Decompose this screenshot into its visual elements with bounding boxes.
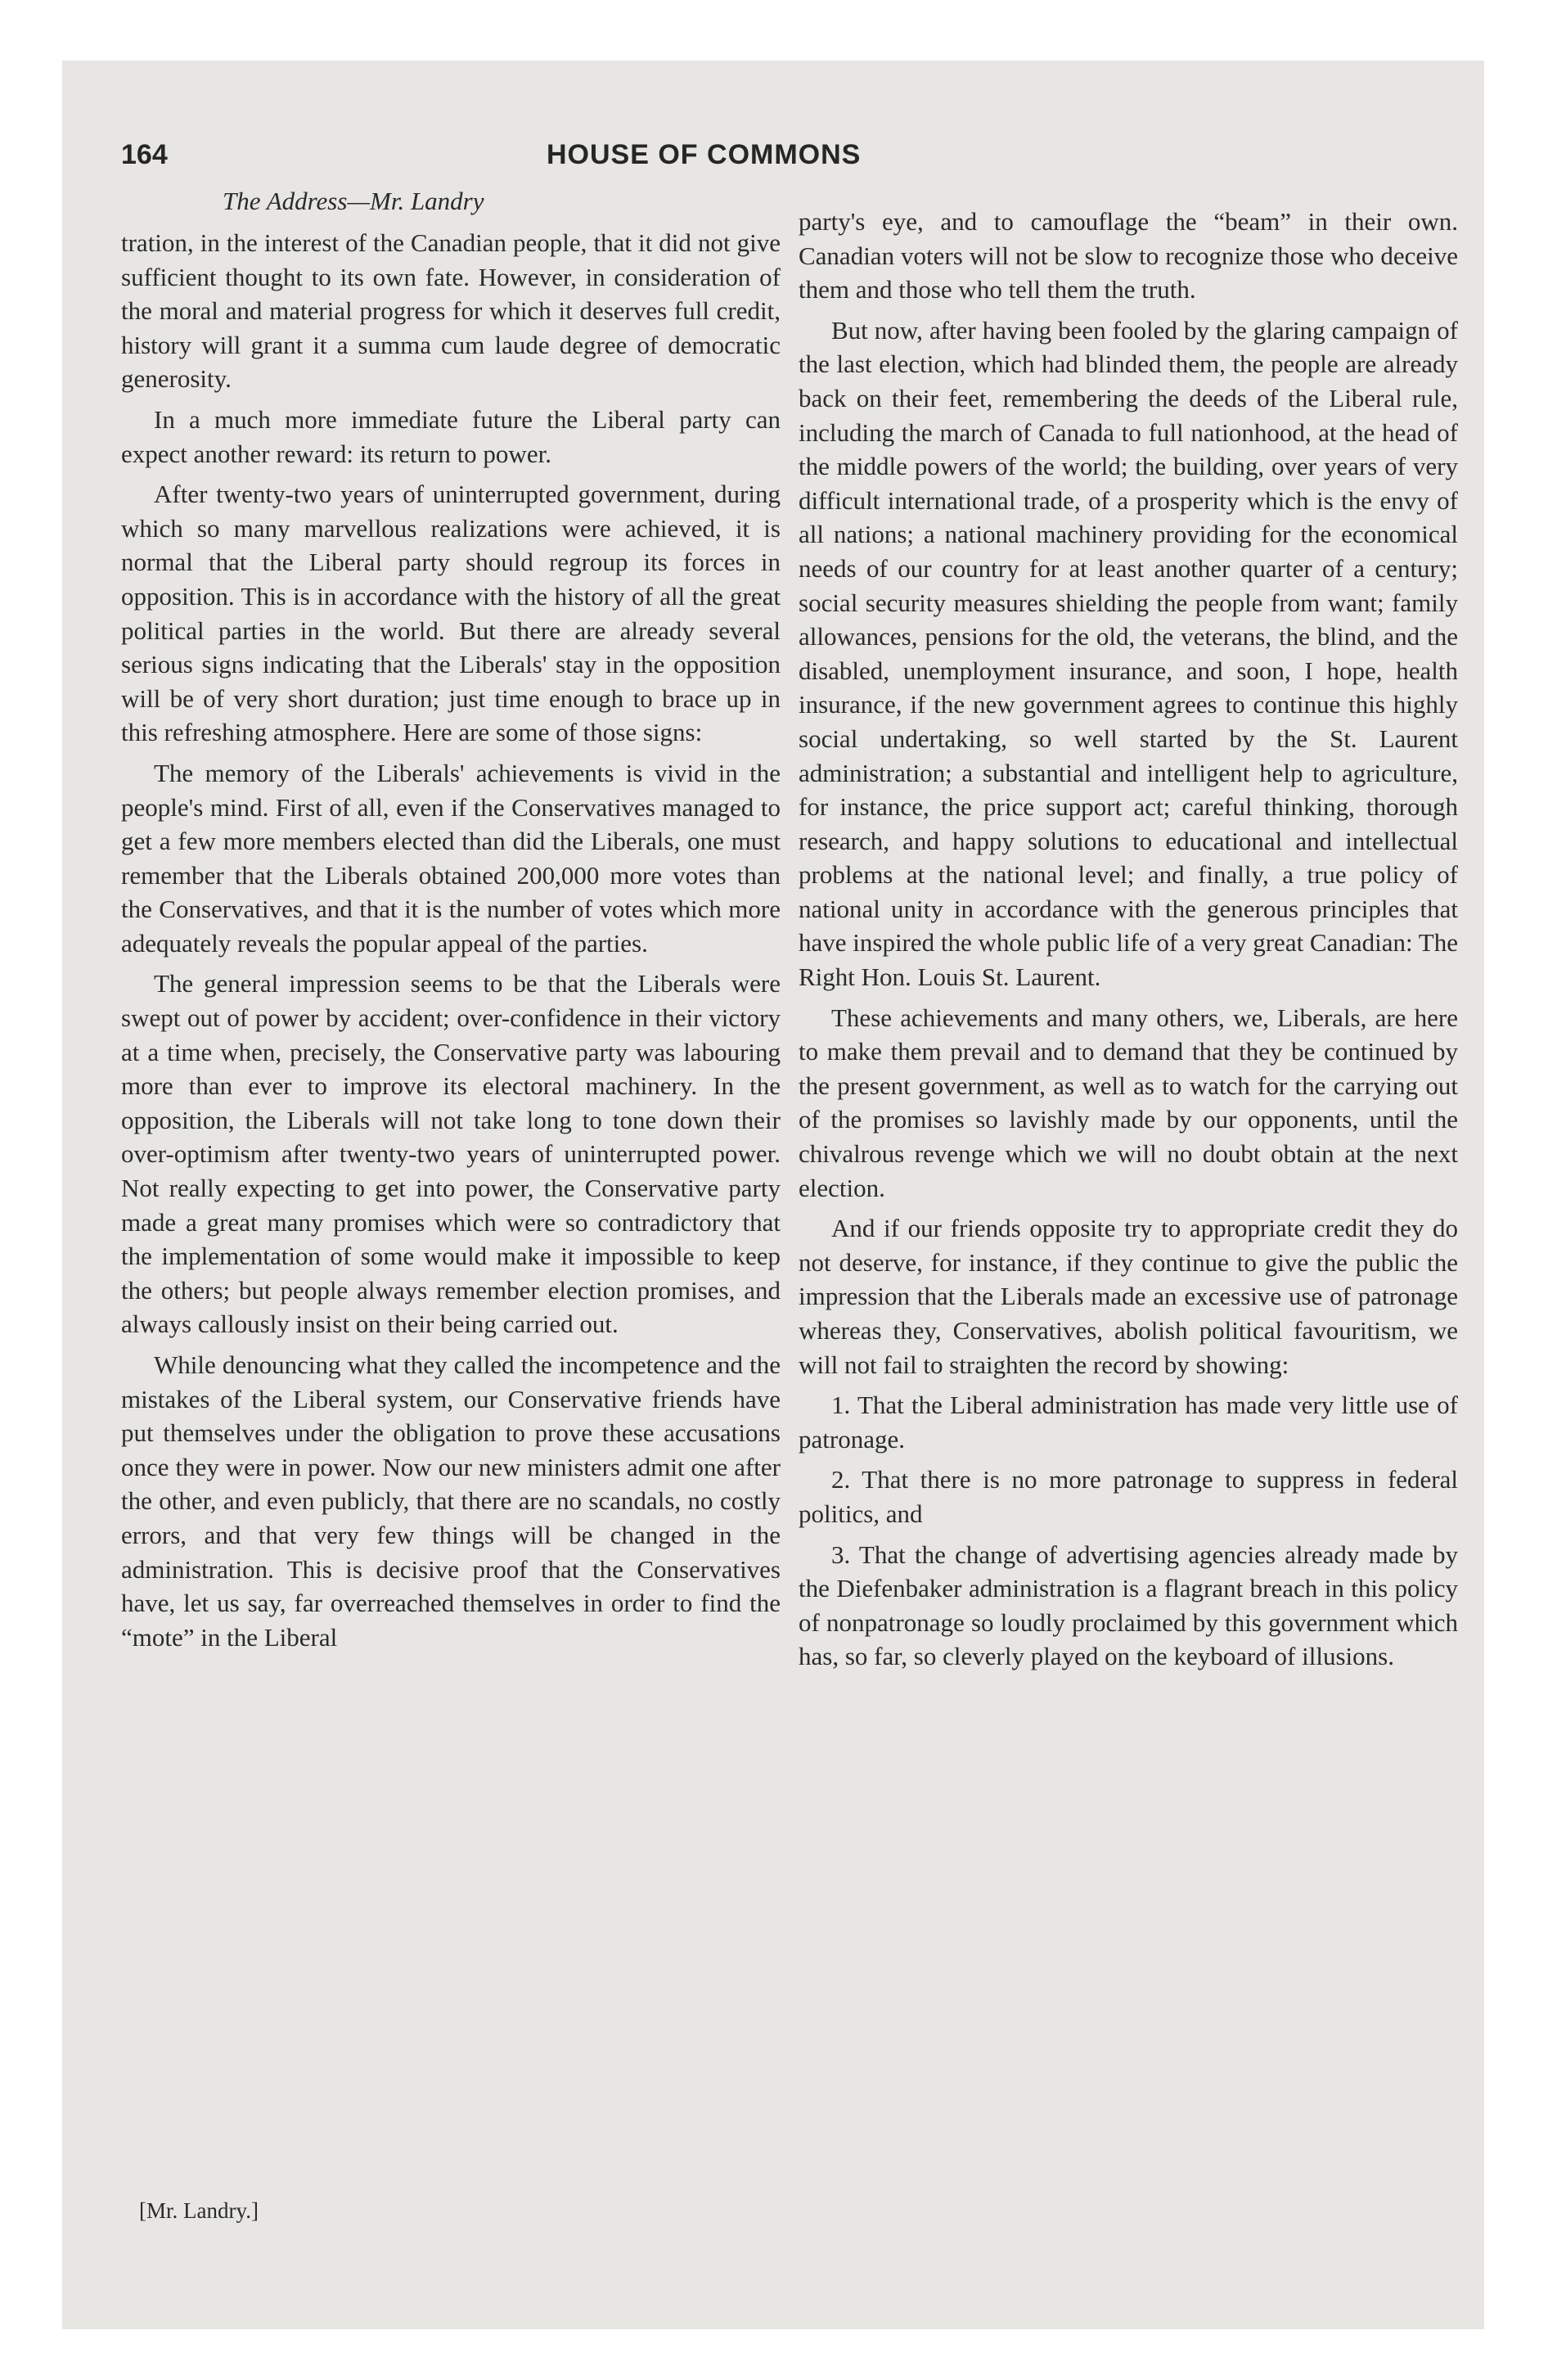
paragraph: While denouncing what they called the incompetence and the mistakes of the Liberal system, our Conservative friends have put themselves under the obligation to prove these accusations once they were in power. Now our new ministers admit one after the other, and even publicly, that there are no scandals, no costly errors, and that very few things will be changed in the administration. This is decisive proof that the Conservatives have, let us say, far overreached themselves in order to find the “mote” in the Liberal [121, 1350, 781, 1652]
running-head: HOUSE OF COMMONS [547, 139, 862, 170]
paragraph: But now, after having been fooled by the glaring campaign of the last election, which had blinded them, the people are already back on their feet, remembering the deeds of the Liberal rule, including the march of Canada to full nationhood, at the head of the middle powers of the world; the building, over years of very difficult international trade, of a prosperity which is the envy of all nations; a national machinery providing for the economical needs of our country for at least another quarter of a century; social security measures shielding the people from want; family allowances, pensions for the old, the veterans, the blind, and the disabled, unemployment insurance, and soon, I hope, health insurance, if the new government agrees to continue this highly social undertaking, so well started by the St. Laurent administration; a substantial and intelligent help to agriculture, for instance, the price support act; careful thinking, thorough research, and happy solutions to educational and intellectual problems at the national level; and finally, a true policy of national unity in accordance with the generous principles that have inspired the whole public life of a very great Canadian: The Right Hon. Louis St. Laurent. [799, 315, 1458, 992]
list-item: 1. That the Liberal administration has made very little use of patronage. [799, 1391, 1458, 1454]
list-item: 3. That the change of advertising agencies already made by the Diefenbaker administration is a flagrant breach in this policy of nonpatronage so loudly proclaimed by this government which has, so far, so cleverly played on the keyboard of illusions. [799, 1539, 1458, 1671]
paragraph: tration, in the interest of the Canadian people, that it did not give sufficient thought to its own fate. However, in consideration of the moral and material progress for which it deserves full credit, history will grant it a summa cum laude degree of democratic generosity. [121, 228, 781, 394]
paragraph: The general impression seems to be that the Liberals were swept out of power by accident; over-confidence in their victory at a time when, precisely, the Conservative party was labouring more than ever to improve its electoral machinery. In the opposition, the Liberals will not take long to tone down their over-optimism after twenty-two years of uninterrupted power. Not really expecting to get into power, the Conservative party made a great many promises which were so contradictory that the implementation of some would make it impossible to keep the others; but people always remember election promises, and always callously insist on their being carried out. [121, 969, 781, 1339]
paragraph: The memory of the Liberals' achievements is vivid in the people's mind. First of all, even if the Conservatives managed to get a few more members elected than did the Liberals, one must remember that the Liberals obtained 200,000 more votes than the Conservatives, and that it is the number of votes which more adequately reveals the popular appeal of the parties. [121, 758, 781, 958]
page-number: 164 [121, 139, 168, 170]
paragraph: After twenty-two years of uninterrupted government, during which so many marvellous realizations were achieved, it is normal that the Liberal party should regroup its forces in opposition. This is in accordance with the history of all the great political parties in the world. But there are already several serious signs indicating that the Liberals' stay in the opposition will be of very short duration; just time enough to brace up in this refreshing atmosphere. Here are some of those signs: [121, 480, 781, 747]
paragraph: In a much more immediate future the Liberal party can expect another reward: its return to power. [121, 404, 781, 468]
left-column [121, 226, 781, 1661]
page-header [121, 139, 1430, 188]
section-subhead: The Address—Mr. Landry [223, 187, 484, 215]
paragraph: party's eye, and to camouflage the “beam” in their own. Canadian voters will not be slow to recognize those who deceive them and those who tell them the truth. [799, 207, 1458, 304]
document-page [62, 61, 1484, 2329]
list-item: 2. That there is no more patronage to suppress in federal politics, and [799, 1465, 1458, 1528]
paragraph: These achievements and many others, we, Liberals, are here to make them prevail and to demand that they be continued by the present government, as well as to watch for the carrying out of the promises so lavishly made by our opponents, until the chivalrous revenge which we will no doubt obtain at the next election. [799, 1003, 1458, 1202]
paragraph: And if our friends opposite try to appropriate credit they do not deserve, for instance, if they continue to give the public the impression that the Liberals made an excessive use of patronage whereas they, Conservatives, abolish political favouritism, we will not fail to straighten the record by showing: [799, 1214, 1458, 1379]
speaker-attribution: [Mr. Landry.] [139, 2198, 259, 2223]
right-column [799, 205, 1458, 1680]
